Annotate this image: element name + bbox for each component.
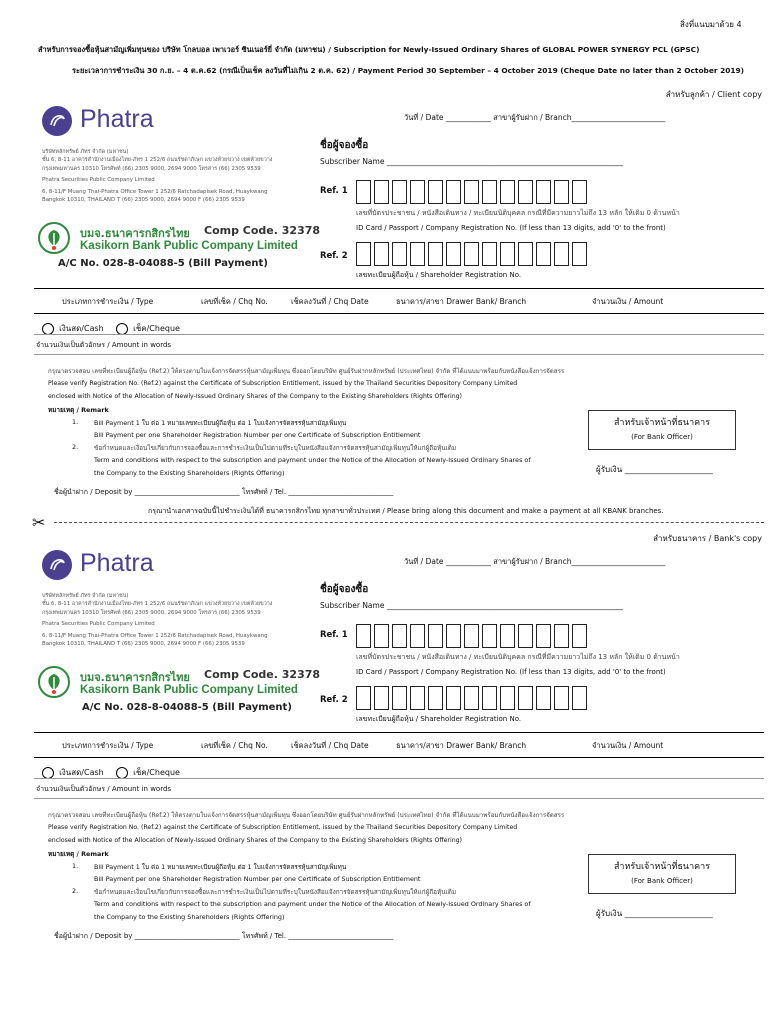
cash-label: เงินสด/Cash [59, 324, 104, 333]
digit-box[interactable] [446, 242, 461, 266]
digit-box[interactable] [482, 686, 497, 710]
digit-box[interactable] [572, 624, 587, 648]
company-line: กรุงเทพมหานคร 10310 โทรศัพท์ (66) 2305 9000, 2694 9000 โทรสาร (66) 2305 9539 [42, 609, 261, 616]
bank-name-th: บมจ.ธนาคารกสิกรไทย [80, 227, 190, 240]
bring-document-note: กรุณานำเอกสารฉบับนี้ไปชำระเงินได้ที่ ธนาคารกสิกรไทย ทุกสาขาทั่วประเทศ / Please bring along this document and make a payment at all KBANK branches. [148, 507, 664, 515]
remark-2-th: ข้อกำหนดและเงื่อนไขเกี่ยวกับการจองซื้อและการชำระเงินเป็นไปตามที่ระบุในหนังสือแจ้งการจัดสรรหุ้นสามัญเพิ่มทุนให้แก่ผู้ถือหุ้นเดิม [94, 444, 457, 452]
company-address [42, 148, 272, 204]
company-line: ชั้น 6, 8-11 อาคารสำนักงานเมืองไทย-ภัทร 1 252/6 ถนนรัชดาภิเษก แขวงห้วยขวาง เขตห้วยขวาง [42, 601, 273, 608]
phatra-logo-icon [42, 106, 72, 136]
digit-box[interactable] [482, 180, 497, 204]
scissors-icon: ✂ [32, 513, 46, 532]
digit-box[interactable] [428, 242, 443, 266]
verify-note-en-2: enclosed with Notice of the Allocation of Newly-Issued Ordinary Shares of the Company to the Existing Shareholders (Rights Offering) [48, 393, 462, 400]
digit-box[interactable] [410, 180, 425, 204]
account-number: A/C No. 028-8-04088-5 (Bill Payment) [82, 702, 292, 713]
remark-1-en: Bill Payment per one Shareholder Registration Number per one Certificate of Subscription Entitlement [94, 431, 421, 439]
cheque-radio[interactable] [116, 767, 128, 779]
col-cheque-date: เช็คลงวันที่ / Chq Date [291, 297, 369, 306]
comp-code: Comp Code. 32378 [204, 224, 321, 237]
digit-box[interactable] [410, 242, 425, 266]
digit-box[interactable] [554, 686, 569, 710]
payment-slip [34, 526, 764, 956]
digit-box[interactable] [356, 180, 371, 204]
phatra-logo-text: Phatra [80, 105, 154, 133]
remark-2-en-1: Term and conditions with respect to the subscription and payment under the Notice of the Allocation of Newly-Issued Ordinary Shares of [94, 456, 531, 464]
header-line-2: ระยะเวลาการชำระเงิน 30 ก.ย. – 4 ต.ค.62 (กรณีเป็นเช็ค ลงวันที่ไม่เกิน 2 ต.ค. 62) / Payment Period 30 September – 4 October 2019 (Cheque Date no later than 2 October 2019) [72, 66, 745, 75]
remark-1-number: 1. [72, 862, 79, 870]
digit-box[interactable] [356, 624, 371, 648]
remark-2-number: 2. [72, 887, 79, 895]
ref1-input-boxes[interactable] [356, 624, 590, 648]
col-type: ประเภทการชำระเงิน / Type [62, 297, 154, 306]
receiver-field[interactable]: ผู้รับเงิน ______________________ [596, 909, 713, 918]
company-line: Phatra Securities Public Company Limited [42, 177, 155, 184]
bank-officer-label-en: (For Bank Officer) [631, 877, 693, 885]
phatra-logo-text: Phatra [80, 549, 154, 577]
digit-box[interactable] [464, 686, 479, 710]
attachment-label: สิ่งที่แนบมาด้วย 4 [680, 20, 742, 29]
amount-in-words-label[interactable]: จำนวนเงินเป็นตัวอักษร / Amount in words [36, 341, 172, 349]
col-drawer-bank: ธนาคาร/สาขา Drawer Bank/ Branch [396, 741, 527, 750]
payment-slip [34, 82, 764, 515]
ref1-note-en: ID Card / Passport / Company Registration No. (If less than 13 digits, add '0' to the front) [356, 224, 666, 232]
digit-box[interactable] [464, 180, 479, 204]
digit-box[interactable] [392, 242, 407, 266]
digit-box[interactable] [518, 242, 533, 266]
company-line: บริษัทหลักทรัพย์ ภัทร จำกัด (มหาชน) [42, 149, 129, 155]
digit-box[interactable] [500, 624, 515, 648]
remark-2-en-1: Term and conditions with respect to the subscription and payment under the Notice of the Allocation of Newly-Issued Ordinary Shares of [94, 900, 531, 908]
cheque-label: เช็ค/Cheque [133, 324, 180, 333]
ref2-note: เลขทะเบียนผู้ถือหุ้น / Shareholder Registration No. [356, 271, 522, 279]
kbank-logo-icon [38, 666, 70, 698]
digit-box[interactable] [482, 242, 497, 266]
digit-box[interactable] [374, 242, 389, 266]
subscriber-name-field[interactable]: Subscriber Name _______________________________________________________________ [320, 601, 624, 610]
date-branch-field[interactable]: วันที่ / Date ____________ สาขาผู้รับฝาก / Branch_________________________ [404, 113, 666, 122]
digit-box[interactable] [374, 624, 389, 648]
date-branch-field[interactable]: วันที่ / Date ____________ สาขาผู้รับฝาก / Branch_________________________ [404, 557, 666, 566]
digit-box[interactable] [536, 242, 551, 266]
divider [34, 778, 764, 779]
ref1-input-boxes[interactable] [356, 180, 590, 204]
digit-box[interactable] [554, 242, 569, 266]
company-address [42, 592, 272, 648]
digit-box[interactable] [410, 624, 425, 648]
digit-box[interactable] [572, 180, 587, 204]
company-line: บริษัทหลักทรัพย์ ภัทร จำกัด (มหาชน) [42, 593, 129, 599]
verify-note-th: กรุณาตรวจสอบ เลขที่ทะเบียนผู้ถือหุ้น (Ref.2) ให้ตรงตามใบแจ้งการจัดสรรหุ้นสามัญเพิ่มทุน ซึ่งออกโดยบริษัท ศูนย์รับฝากหลักทรัพย์ (ประเทศไทย) จำกัด ที่ได้แนบมาพร้อมกับหนังสือแจ้งการจัดสรร [48, 368, 565, 375]
digit-box[interactable] [572, 686, 587, 710]
divider [34, 354, 764, 355]
company-line: Bangkok 10310, THAILAND T (66) 2305 9000, 2694 9000 F (66) 2305 9539 [42, 197, 245, 204]
ref1-label: Ref. 1 [320, 186, 348, 196]
copy-label: สำหรับธนาคาร / Bank's copy [653, 534, 762, 543]
digit-box[interactable] [572, 242, 587, 266]
col-cheque-date: เช็คลงวันที่ / Chq Date [291, 741, 369, 750]
digit-box[interactable] [518, 624, 533, 648]
ref1-note-en: ID Card / Passport / Company Registration No. (If less than 13 digits, add '0' to the front) [356, 668, 666, 676]
company-line: กรุงเทพมหานคร 10310 โทรศัพท์ (66) 2305 9000, 2694 9000 โทรสาร (66) 2305 9539 [42, 165, 261, 172]
bank-officer-label-th: สำหรับเจ้าหน้าที่ธนาคาร [613, 862, 711, 872]
remark-2-en-2: the Company to the Existing Shareholders (Rights Offering) [94, 913, 285, 921]
cash-radio[interactable] [42, 767, 54, 779]
ref2-label: Ref. 2 [320, 251, 348, 261]
subscriber-label-th: ชื่อผู้จองซื้อ [320, 140, 369, 151]
bank-officer-box [588, 410, 736, 450]
bank-officer-box [588, 854, 736, 894]
account-number: A/C No. 028-8-04088-5 (Bill Payment) [58, 258, 268, 269]
digit-box[interactable] [500, 180, 515, 204]
deposit-by-field[interactable]: ชื่อผู้นำฝาก / Deposit by ______________________________ โทรศัพท์ / Tel. ______________________________ [54, 932, 394, 940]
bank-name-th: บมจ.ธนาคารกสิกรไทย [80, 671, 190, 684]
cheque-radio[interactable] [116, 323, 128, 335]
phatra-logo-icon [42, 550, 72, 580]
digit-box[interactable] [410, 686, 425, 710]
deposit-by-field[interactable]: ชื่อผู้นำฝาก / Deposit by ______________________________ โทรศัพท์ / Tel. ______________________________ [54, 488, 394, 496]
verify-note-en-2: enclosed with Notice of the Allocation of Newly-Issued Ordinary Shares of the Company to the Existing Shareholders (Rights Offering) [48, 837, 462, 844]
digit-box[interactable] [392, 624, 407, 648]
remark-2-th: ข้อกำหนดและเงื่อนไขเกี่ยวกับการจองซื้อและการชำระเงินเป็นไปตามที่ระบุในหนังสือแจ้งการจัดสรรหุ้นสามัญเพิ่มทุนให้แก่ผู้ถือหุ้นเดิม [94, 888, 457, 896]
receiver-field[interactable]: ผู้รับเงิน ______________________ [596, 465, 713, 474]
ref1-note-th: เลขที่บัตรประชาชน / หนังสือเดินทาง / ทะเบียนนิติบุคคล กรณีที่มีความยาวไม่ถึง 13 หลัก ให้เติม 0 ด้านหน้า [356, 653, 680, 661]
digit-box[interactable] [518, 686, 533, 710]
digit-box[interactable] [428, 624, 443, 648]
digit-box[interactable] [554, 624, 569, 648]
subscriber-label-th: ชื่อผู้จองซื้อ [320, 584, 369, 595]
cash-label: เงินสด/Cash [59, 768, 104, 777]
digit-box[interactable] [536, 624, 551, 648]
ref2-label: Ref. 2 [320, 695, 348, 705]
remark-label: หมายเหตุ / Remark [48, 850, 109, 858]
digit-box[interactable] [500, 686, 515, 710]
col-amount: จำนวนเงิน / Amount [592, 741, 664, 750]
digit-box[interactable] [374, 686, 389, 710]
ref2-input-boxes[interactable] [356, 242, 590, 266]
ref1-label: Ref. 1 [320, 630, 348, 640]
digit-box[interactable] [536, 686, 551, 710]
cash-radio[interactable] [42, 323, 54, 335]
col-amount: จำนวนเงิน / Amount [592, 297, 664, 306]
col-type: ประเภทการชำระเงิน / Type [62, 741, 154, 750]
company-line: ชั้น 6, 8-11 อาคารสำนักงานเมืองไทย-ภัทร 1 252/6 ถนนรัชดาภิเษก แขวงห้วยขวาง เขตห้วยขวาง [42, 157, 273, 164]
kbank-logo-icon [38, 222, 70, 254]
verify-note-th: กรุณาตรวจสอบ เลขที่ทะเบียนผู้ถือหุ้น (Ref.2) ให้ตรงตามใบแจ้งการจัดสรรหุ้นสามัญเพิ่มทุน ซึ่งออกโดยบริษัท ศูนย์รับฝากหลักทรัพย์ (ประเทศไทย) จำกัด ที่ได้แนบมาพร้อมกับหนังสือแจ้งการจัดสรร [48, 812, 565, 819]
cheque-label: เช็ค/Cheque [133, 768, 180, 777]
remark-1-th: Bill Payment 1 ใบ ต่อ 1 หมายเลขทะเบียนผู้ถือหุ้น ต่อ 1 ใบแจ้งการจัดสรรหุ้นสามัญเพิ่มทุน [94, 863, 347, 871]
subscriber-name-field[interactable]: Subscriber Name _______________________________________________________________ [320, 157, 624, 166]
remark-2-number: 2. [72, 443, 79, 451]
digit-box[interactable] [500, 242, 515, 266]
company-line: 6, 8-11/F Muang Thai-Phatra Office Tower 1 252/6 Ratchadapisek Road, Huaykwang [42, 188, 268, 195]
bank-name-en: Kasikorn Bank Public Company Limited [80, 684, 298, 696]
digit-box[interactable] [446, 180, 461, 204]
col-drawer-bank: ธนาคาร/สาขา Drawer Bank/ Branch [396, 297, 527, 306]
amount-in-words-label[interactable]: จำนวนเงินเป็นตัวอักษร / Amount in words [36, 785, 172, 793]
remark-1-th: Bill Payment 1 ใบ ต่อ 1 หมายเลขทะเบียนผู้ถือหุ้น ต่อ 1 ใบแจ้งการจัดสรรหุ้นสามัญเพิ่มทุน [94, 419, 347, 427]
bank-name-en: Kasikorn Bank Public Company Limited [80, 240, 298, 252]
digit-box[interactable] [428, 686, 443, 710]
verify-note-en-1: Please verify Registration No. (Ref.2) against the Certificate of Subscription Entitlement, issued by the Thailand Securities Depository Company Limited [48, 824, 518, 831]
ref2-input-boxes[interactable] [356, 686, 590, 710]
company-line: Phatra Securities Public Company Limited [42, 621, 155, 628]
divider [34, 798, 764, 799]
cut-line [54, 522, 764, 523]
digit-box[interactable] [392, 180, 407, 204]
digit-box[interactable] [446, 624, 461, 648]
digit-box[interactable] [554, 180, 569, 204]
ref2-note: เลขทะเบียนผู้ถือหุ้น / Shareholder Registration No. [356, 715, 522, 723]
divider [34, 334, 764, 335]
comp-code: Comp Code. 32378 [204, 668, 321, 681]
remark-1-number: 1. [72, 418, 79, 426]
digit-box[interactable] [536, 180, 551, 204]
ref1-note-th: เลขที่บัตรประชาชน / หนังสือเดินทาง / ทะเบียนนิติบุคคล กรณีที่มีความยาวไม่ถึง 13 หลัก ให้เติม 0 ด้านหน้า [356, 209, 680, 217]
digit-box[interactable] [374, 180, 389, 204]
col-cheque-no: เลขที่เช็ค / Chq No. [201, 297, 268, 306]
remark-label: หมายเหตุ / Remark [48, 406, 109, 414]
digit-box[interactable] [356, 686, 371, 710]
remark-1-en: Bill Payment per one Shareholder Registration Number per one Certificate of Subscription Entitlement [94, 875, 421, 883]
verify-note-en-1: Please verify Registration No. (Ref.2) against the Certificate of Subscription Entitlement, issued by the Thailand Securities Depository Company Limited [48, 380, 518, 387]
col-cheque-no: เลขที่เช็ค / Chq No. [201, 741, 268, 750]
digit-box[interactable] [464, 624, 479, 648]
copy-label: สำหรับลูกค้า / Client copy [665, 90, 762, 99]
digit-box[interactable] [446, 686, 461, 710]
company-line: 6, 8-11/F Muang Thai-Phatra Office Tower 1 252/6 Ratchadapisek Road, Huaykwang [42, 632, 268, 639]
digit-box[interactable] [518, 180, 533, 204]
digit-box[interactable] [428, 180, 443, 204]
company-line: Bangkok 10310, THAILAND T (66) 2305 9000, 2694 9000 F (66) 2305 9539 [42, 641, 245, 648]
digit-box[interactable] [356, 242, 371, 266]
bank-officer-label-th: สำหรับเจ้าหน้าที่ธนาคาร [613, 418, 711, 428]
digit-box[interactable] [464, 242, 479, 266]
bank-officer-label-en: (For Bank Officer) [631, 433, 693, 441]
digit-box[interactable] [482, 624, 497, 648]
header-line-1: สำหรับการจองซื้อหุ้นสามัญเพิ่มทุนของ บริษัท โกลบอล เพาเวอร์ ซินเนอร์ยี่ จำกัด (มหาชน) / Subscription for Newly-Issued Ordinary Shares of GLOBAL POWER SYNERGY PCL (GPSC) [38, 45, 700, 54]
remark-2-en-2: the Company to the Existing Shareholders (Rights Offering) [94, 469, 285, 477]
digit-box[interactable] [392, 686, 407, 710]
